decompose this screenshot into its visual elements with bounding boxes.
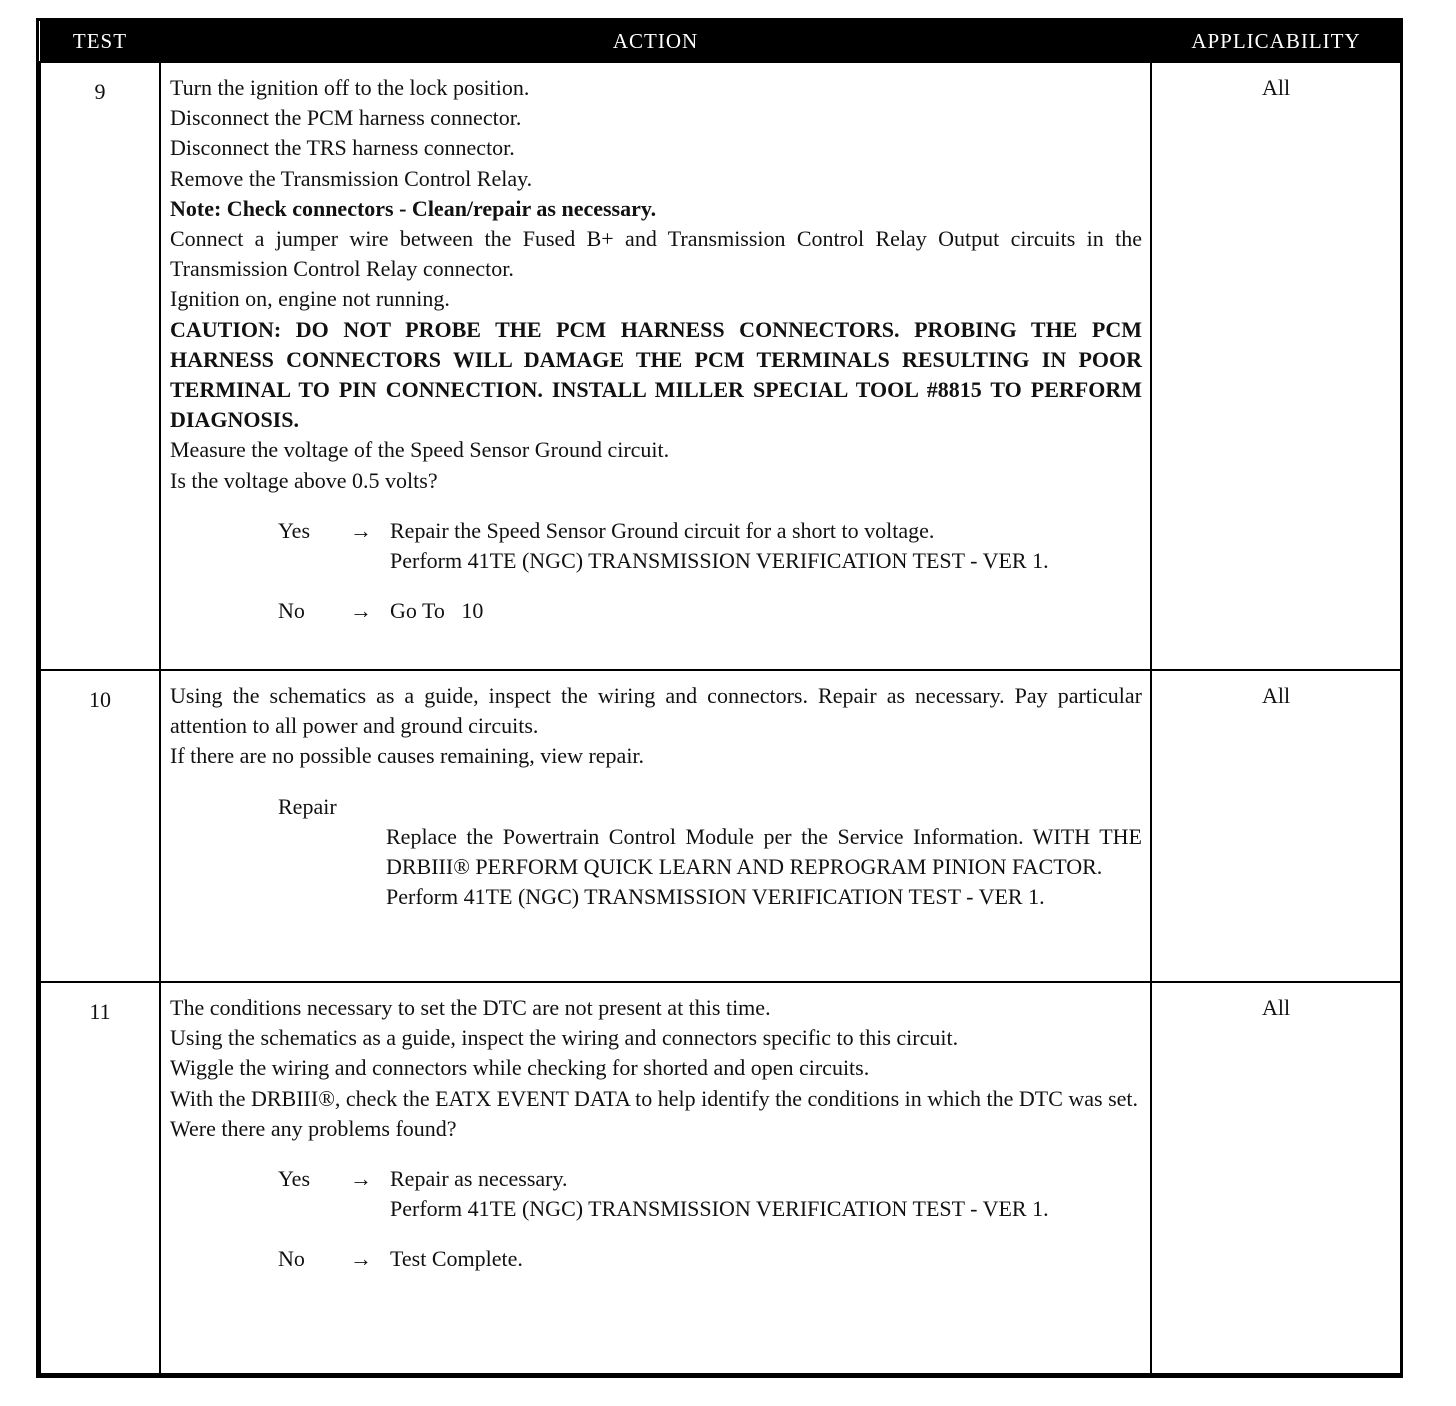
caution-text: CAUTION: DO NOT PROBE THE PCM HARNESS CONNECTORS. PROBING THE PCM HARNESS CONNECTORS WILL DAMAGE THE PCM TERMINALS RESULTING IN POOR TERMINAL TO PIN CONNECTION. INSTALL MILLER SPECIAL TOOL #8815 TO PERFORM DIAGNOSIS.	[170, 316, 1142, 433]
action-line: Ignition on, engine not running.	[170, 286, 450, 312]
action-line: Disconnect the TRS harness connector.	[170, 135, 515, 161]
yes-text-verification: Perform 41TE (NGC) TRANSMISSION VERIFICATION TEST - VER 1.	[390, 1196, 1049, 1222]
action-line: Is the voltage above 0.5 volts?	[170, 467, 438, 493]
action-cell	[160, 982, 1151, 1374]
no-text: Test Complete.	[390, 1246, 523, 1272]
yes-text: Repair the Speed Sensor Ground circuit for a short to voltage.	[390, 517, 935, 543]
arrow-right-icon: →	[350, 517, 372, 543]
table-header-row	[40, 21, 1401, 62]
no-branch	[170, 1244, 1142, 1274]
repair-text: Replace the Powertrain Control Module per the Service Information. WITH THE DRBIII® PERFORM QUICK LEARN AND REPROGRAM PINION FACTOR.	[386, 823, 1142, 880]
action-cell	[160, 62, 1151, 670]
action-cell	[160, 670, 1151, 982]
action-line: Were there any problems found?	[170, 1115, 457, 1141]
action-line: Remove the Transmission Control Relay.	[170, 165, 533, 191]
action-line: Measure the voltage of the Speed Sensor Ground circuit.	[170, 437, 670, 463]
action-line: The conditions necessary to set the DTC are not present at this time.	[170, 995, 771, 1020]
yes-branch	[170, 516, 1142, 576]
repair-body	[386, 822, 1142, 913]
test-number: 10	[40, 670, 160, 982]
table-row	[40, 982, 1401, 1374]
yes-branch	[170, 1164, 1142, 1224]
yes-label: Yes	[278, 517, 311, 543]
repair-text-verification: Perform 41TE (NGC) TRANSMISSION VERIFICATION TEST - VER 1.	[386, 884, 1045, 910]
diagnostic-test-table	[36, 18, 1403, 1378]
no-text: Go To 10	[390, 598, 484, 624]
no-branch	[170, 596, 1142, 626]
action-line: Disconnect the PCM harness connector.	[170, 105, 522, 131]
table-row	[40, 62, 1401, 670]
action-line: Wiggle the wiring and connectors while checking for shorted and open circuits.	[170, 1055, 870, 1081]
test-number: 11	[40, 982, 160, 1374]
no-label: No	[278, 598, 305, 624]
action-line: Turn the ignition off to the lock position.	[170, 75, 530, 100]
note-text: Note: Check connectors - Clean/repair as necessary.	[170, 195, 657, 221]
yes-text-verification: Perform 41TE (NGC) TRANSMISSION VERIFICATION TEST - VER 1.	[390, 548, 1049, 574]
action-line: Connect a jumper wire between the Fused B+ and Transmission Control Relay Output circuits in the Transmission Control Relay connector.	[170, 226, 1142, 282]
yes-text: Repair as necessary.	[390, 1166, 568, 1192]
no-label: No	[278, 1246, 305, 1272]
arrow-right-icon: →	[350, 1246, 372, 1272]
action-line: Using the schematics as a guide, inspect the wiring and connectors specific to this circuit.	[170, 1025, 959, 1051]
applicability-cell: All	[1151, 982, 1401, 1374]
applicability-cell: All	[1151, 62, 1401, 670]
test-number: 9	[40, 62, 160, 670]
header-test: TEST	[40, 21, 160, 62]
arrow-right-icon: →	[350, 1166, 372, 1192]
repair-label: Repair	[278, 793, 337, 819]
action-line: Using the schematics as a guide, inspect the wiring and connectors. Repair as necessary. Pay particular attention to all power and ground circuits.	[170, 683, 1142, 739]
applicability-cell: All	[1151, 670, 1401, 982]
action-line: With the DRBIII®, check the EATX EVENT DATA to help identify the conditions in which the DTC was set.	[170, 1085, 1139, 1111]
header-action: ACTION	[160, 21, 1151, 62]
header-applicability: APPLICABILITY	[1151, 21, 1401, 62]
table-row	[40, 670, 1401, 982]
arrow-right-icon: →	[350, 598, 372, 624]
action-line: If there are no possible causes remaining, view repair.	[170, 743, 645, 769]
yes-label: Yes	[278, 1166, 311, 1192]
